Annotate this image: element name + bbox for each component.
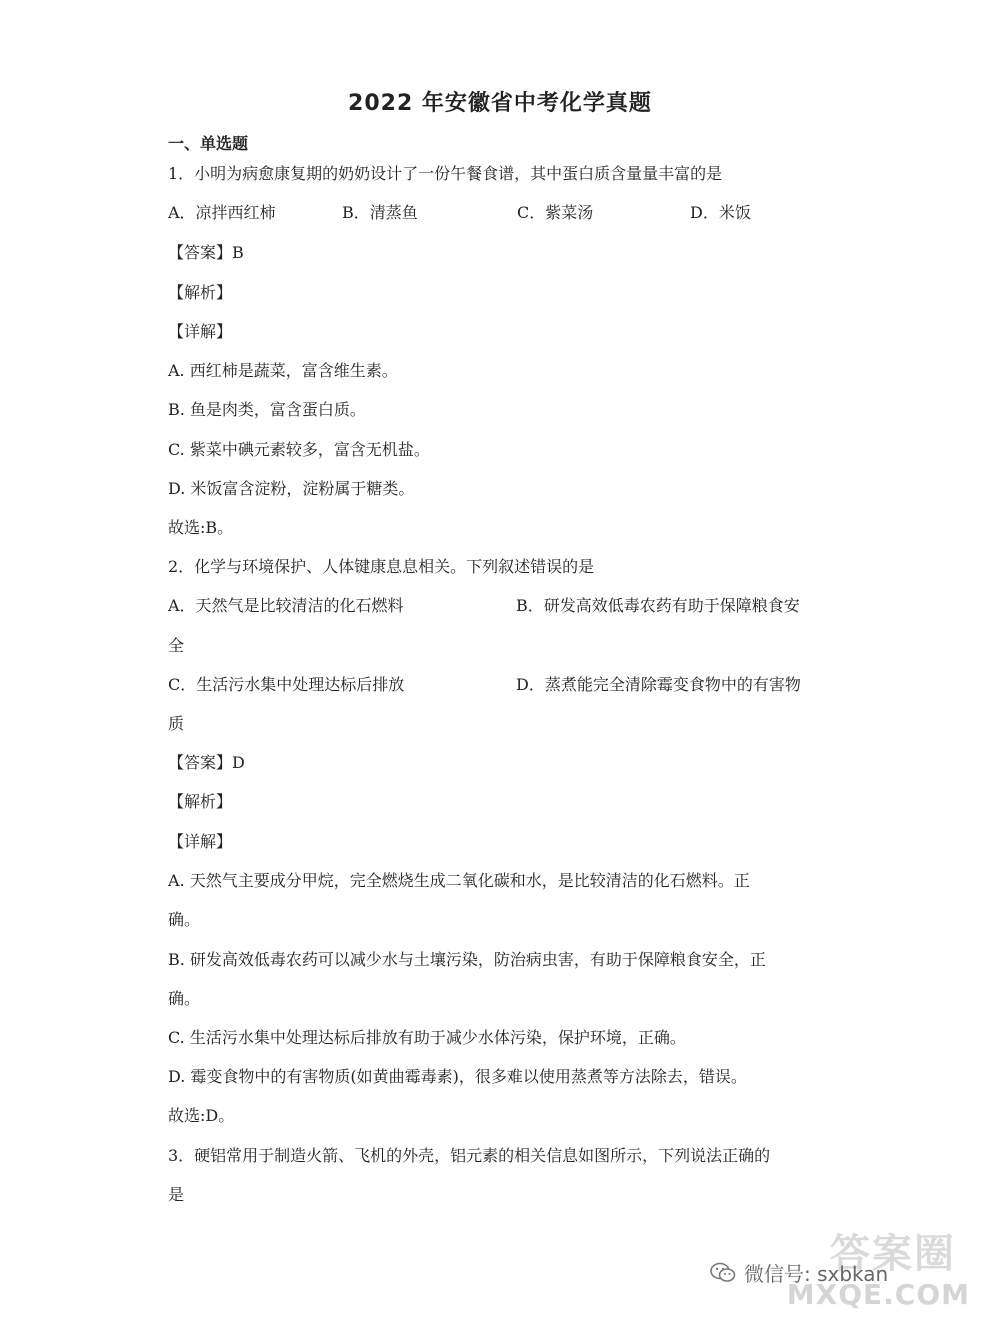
q1-explain-d: D. 米饭富含淀粉，淀粉属于糖类。 — [168, 479, 415, 498]
q1-choose: 故选:B。 — [168, 518, 234, 537]
q2-option-b-continued: 全 — [168, 636, 185, 655]
q2-option-a: A．天然气是比较清洁的化石燃料 — [168, 596, 404, 615]
q2-choose: 故选:D。 — [168, 1106, 235, 1125]
q2-answer: 【答案】D — [168, 753, 245, 772]
question-3-stem: 3．硬铝常用于制造火箭、飞机的外壳，铝元素的相关信息如图所示，下列说法正确的 — [168, 1146, 771, 1165]
q2-explain-b: B. 研发高效低毒农药可以减少水与土壤污染，防治病虫害，有助于保障粮食安全，正 — [168, 950, 766, 969]
q1-detail-label: 【详解】 — [168, 322, 233, 341]
q1-analysis-label: 【解析】 — [168, 283, 233, 302]
q1-explain-c: C. 紫菜中碘元素较多，富含无机盐。 — [168, 440, 430, 459]
q2-option-c: C．生活污水集中处理达标后排放 — [168, 675, 405, 694]
question-1-stem: 1．小明为病愈康复期的奶奶设计了一份午餐食谱，其中蛋白质含量量丰富的是 — [168, 164, 723, 183]
q2-option-d-continued: 质 — [168, 714, 185, 733]
q2-detail-label: 【详解】 — [168, 832, 233, 851]
q2-explain-a-continued: 确。 — [168, 910, 201, 929]
q1-option-a: A．凉拌西红柿 — [168, 203, 276, 222]
q2-option-b: B．研发高效低毒农药有助于保障粮食安 — [516, 596, 800, 615]
watermark — [710, 1222, 990, 1311]
watermark-wechat-text: 微信号: sxbkan — [744, 1262, 889, 1286]
question-3-stem-continued: 是 — [168, 1185, 185, 1204]
q1-option-c: C．紫菜汤 — [517, 203, 594, 222]
q1-option-d: D．米饭 — [690, 203, 751, 222]
q1-option-b: B．清蒸鱼 — [342, 203, 418, 222]
wechat-icon — [710, 1262, 736, 1284]
q2-explain-c: C. 生活污水集中处理达标后排放有助于减少水体污染，保护环境，正确。 — [168, 1028, 686, 1047]
q1-explain-b: B. 鱼是肉类，富含蛋白质。 — [168, 400, 366, 419]
q2-option-d: D．蒸煮能完全清除霉变食物中的有害物 — [516, 675, 801, 694]
page-title: 2022 年安徽省中考化学真题 — [348, 91, 652, 116]
watermark-logo: 答案圈 — [830, 1231, 956, 1277]
q2-explain-a: A. 天然气主要成分甲烷，完全燃烧生成二氧化碳和水，是比较清洁的化石燃料。正 — [168, 871, 750, 890]
q1-explain-a: A. 西红柿是蔬菜，富含维生素。 — [168, 361, 398, 380]
q2-analysis-label: 【解析】 — [168, 792, 233, 811]
section-heading: 一、单选题 — [168, 134, 249, 153]
q1-answer: 【答案】B — [168, 243, 244, 262]
watermark-site: MXQE.COM — [786, 1278, 970, 1311]
q2-explain-b-continued: 确。 — [168, 989, 201, 1008]
q2-explain-d: D. 霉变食物中的有害物质(如黄曲霉毒素)，很多难以使用蒸煮等方法除去，错误。 — [168, 1067, 747, 1086]
question-2-stem: 2．化学与环境保护、人体键康息息相关。下列叙述错误的是 — [168, 557, 595, 576]
